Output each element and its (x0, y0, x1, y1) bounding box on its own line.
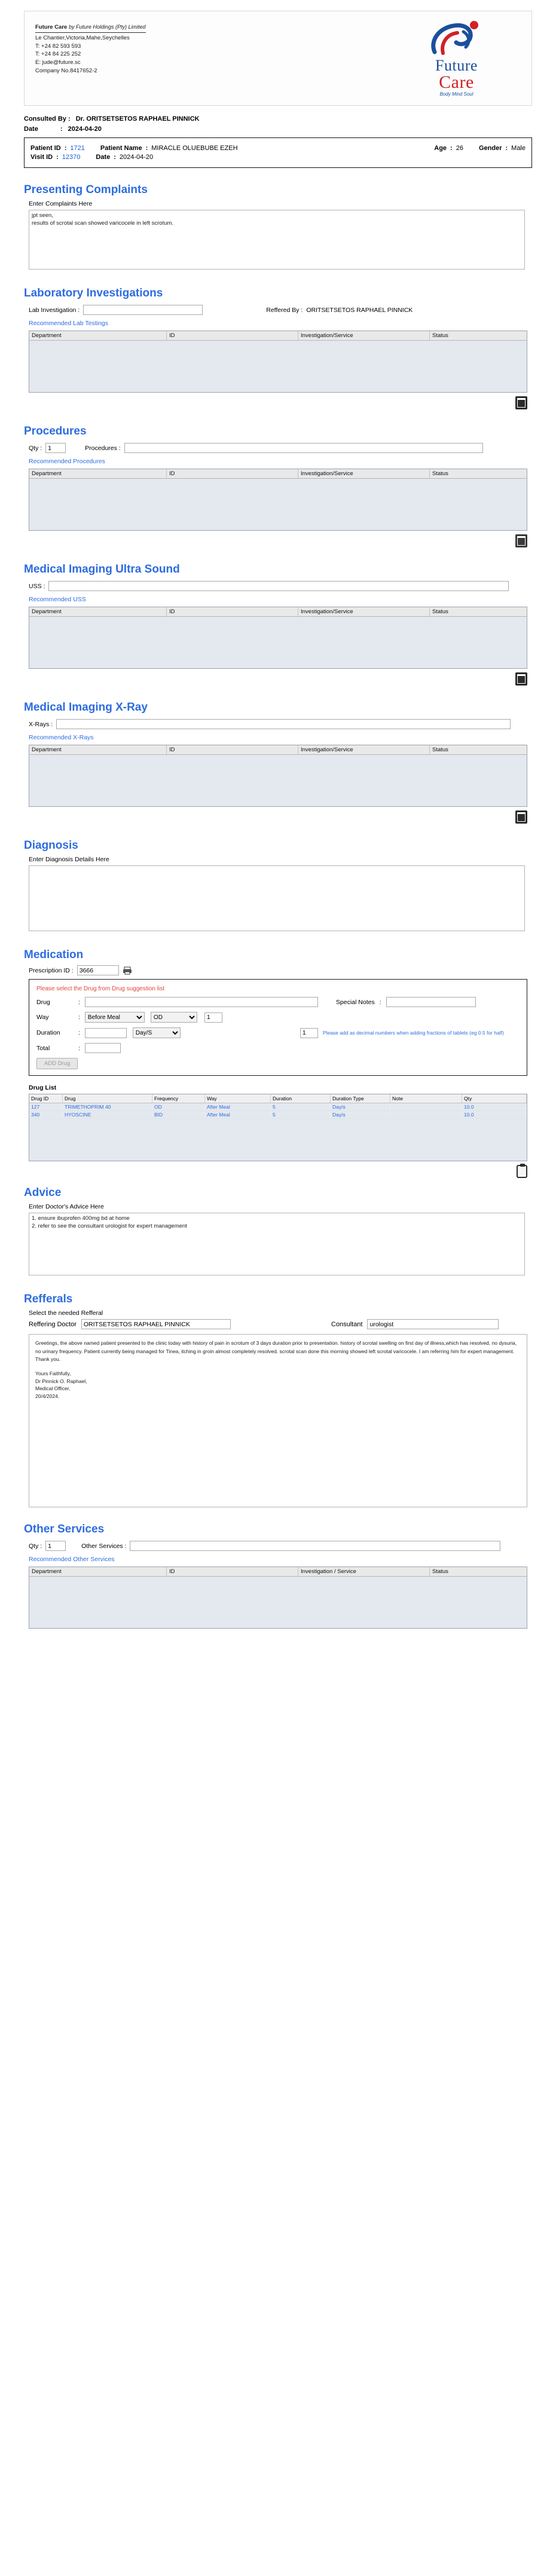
consult-date-sep: : (60, 126, 63, 133)
lab-referred-label: Reffered By : (266, 306, 303, 314)
way-qty-input[interactable] (204, 1012, 222, 1023)
consultant-label: Consultant (331, 1320, 363, 1328)
uss-table-header (29, 607, 527, 617)
patient-name-label: Patient Name (100, 145, 142, 152)
table-row[interactable] (29, 1103, 527, 1111)
patient-id-label: Patient ID (30, 145, 61, 152)
patient-gender-label: Gender (478, 145, 502, 152)
procedures-delete-row (24, 534, 527, 547)
drug-cell-duration: 5 (271, 1103, 331, 1110)
procedures-col-id: ID (167, 469, 298, 478)
drug-cell-duration: 5 (271, 1111, 331, 1118)
special-notes-label: Special Notes (335, 998, 375, 1006)
uss-col-id: ID (167, 607, 298, 616)
sign-line-4: 20/4/2024. (35, 1393, 60, 1400)
other-services-table-body (29, 1577, 527, 1628)
procedures-table (29, 469, 527, 531)
drug-cell-note (390, 1111, 462, 1118)
xray-col-status: Status (432, 747, 448, 753)
trash-icon[interactable] (515, 810, 527, 824)
drug-sep: : (78, 998, 80, 1006)
medication-drug-row (36, 997, 520, 1007)
sign-line-3: Medical Officer, (35, 1385, 71, 1392)
drug-label: Drug (36, 998, 50, 1006)
xray-col-department: Department (29, 745, 167, 754)
recommended-other-services-link[interactable]: Recommended Other Services (29, 1556, 115, 1563)
duration-label: Duration (36, 1029, 60, 1036)
section-title-xray: Medical Imaging X-Ray (24, 701, 148, 714)
drug-list-title: Drug List (29, 1084, 57, 1091)
section-title-lab: Laboratory Investigations (24, 287, 163, 299)
way-frequency-select[interactable] (151, 1012, 197, 1023)
letterhead-address-block (35, 20, 146, 75)
drug-list-table (29, 1094, 527, 1161)
brand-logo (392, 20, 521, 97)
logo-word-future: Future (435, 57, 478, 74)
referral-signature (35, 1370, 521, 1400)
drug-cell-frequency: OD (152, 1103, 205, 1110)
complaints-textarea[interactable] (29, 210, 525, 270)
patient-age-label: Age (434, 145, 447, 152)
consultant-input[interactable] (367, 1319, 499, 1329)
patient-id-value: 1721 (70, 145, 85, 152)
duration-type-select[interactable] (133, 1027, 181, 1038)
way-label: Way (36, 1014, 49, 1021)
duration-sep: : (78, 1029, 80, 1036)
add-drug-button[interactable]: ADD Drug (36, 1058, 78, 1069)
patient-name-value: MIRACLE OLUEBUBE EZEH (151, 145, 238, 152)
advice-sub-label: Enter Doctor's Advice Here (29, 1203, 104, 1210)
patient-age-value: 26 (456, 145, 463, 152)
other-services-qty-label: Qty : (29, 1542, 42, 1550)
way-select[interactable] (85, 1012, 145, 1023)
patient-id-sep: : (64, 145, 67, 152)
drug-col-duration: Duration (271, 1094, 331, 1103)
xray-table-header (29, 745, 527, 755)
other-services-label: Other Services : (81, 1542, 127, 1550)
patient-age-sep: : (450, 145, 453, 152)
drug-list-clipboard-row (24, 1165, 527, 1178)
xray-delete-row (24, 810, 527, 824)
drug-list-empty-space (29, 1119, 527, 1161)
procedures-input[interactable] (124, 443, 483, 453)
other-services-table (29, 1567, 527, 1629)
other-col-id: ID (167, 1567, 298, 1576)
referral-paragraph: Greetings, the above named patient presented to the clinic today with history of pain in scrotum of 3 days duration prior to presentation. history of scrotal swelling on first day of illness,which has resolved, no dysuria, no urinary frequency. Patient currently being managed for Tinea, itching in groin almost completely resolved. scrotal scan done this morning showed left scrotal varicocele. I am referring him for expert management. Thank you. (35, 1340, 517, 1363)
complaints-sub-label: Enter Complaints Here (29, 200, 93, 207)
patient-consultation-form (0, 11, 556, 1653)
other-services-qty-input[interactable] (45, 1541, 66, 1551)
drug-col-id: Drug ID (29, 1094, 63, 1103)
consultation-meta (24, 115, 532, 133)
lab-col-id: ID (167, 331, 298, 340)
visit-date-value: 2024-04-20 (119, 154, 154, 161)
consult-date-label: Date (24, 126, 38, 133)
drug-cell-id: 127 (29, 1103, 63, 1110)
medication-way-row (36, 1012, 520, 1023)
section-title-other-services: Other Services (24, 1523, 105, 1535)
xray-col-id: ID (167, 745, 298, 754)
patient-name-sep: : (145, 145, 148, 152)
drug-col-qty: Qty (462, 1094, 527, 1103)
referring-doctor-label: Reffering Doctor (29, 1320, 77, 1328)
drug-cell-drug: HYOSCINE (63, 1111, 152, 1118)
special-notes-input[interactable] (386, 997, 476, 1007)
visit-id-label: Visit ID (30, 154, 53, 161)
letterhead (24, 11, 532, 106)
consult-date-row (24, 126, 532, 133)
section-title-procedures: Procedures (24, 425, 87, 438)
referral-doctor-row (29, 1319, 532, 1329)
prescription-id-input[interactable] (77, 965, 119, 975)
procedures-col-department: Department (29, 469, 167, 478)
visit-date-sep: : (114, 154, 116, 161)
procedures-col-status: Status (432, 470, 448, 477)
lab-col-service: Investigation/Service (298, 331, 430, 340)
drug-cell-frequency: BID (152, 1111, 205, 1118)
prescription-row (29, 965, 532, 975)
lab-input-row (29, 305, 532, 315)
procedures-qty-input[interactable] (45, 443, 66, 453)
total-input[interactable] (85, 1043, 121, 1053)
patient-info-row-1 (30, 145, 526, 152)
drug-cell-way: After Meal (205, 1111, 271, 1118)
section-title-uss: Medical Imaging Ultra Sound (24, 563, 180, 576)
diagnosis-textarea[interactable] (29, 865, 525, 931)
uss-col-status: Status (432, 608, 448, 615)
recommended-procedures-link[interactable]: Recommended Procedures (29, 458, 105, 465)
logo-word-care: Care (439, 72, 474, 92)
trash-icon[interactable] (515, 672, 527, 686)
visit-id-sep: : (56, 154, 59, 161)
address-line-2: T: +24 82 593 593 (35, 42, 81, 50)
referral-letter-body[interactable] (29, 1334, 527, 1507)
address-line-5: Company No.8417652-2 (35, 67, 97, 74)
uss-table (29, 607, 527, 669)
patient-info-row-2 (30, 154, 526, 161)
way-sep: : (78, 1014, 80, 1021)
medication-warning: Please select the Drug from Drug suggestion list (36, 986, 164, 992)
uss-delete-row (24, 672, 527, 686)
patient-gender-sep: : (505, 145, 508, 152)
section-title-complaints: Presenting Complaints (24, 183, 148, 196)
xray-table-body (29, 755, 527, 806)
procedures-table-header (29, 469, 527, 479)
uss-table-body (29, 617, 527, 668)
diagnosis-sub-label: Enter Diagnosis Details Here (29, 856, 109, 863)
drug-col-note: Note (390, 1094, 462, 1103)
visit-date-label: Date (96, 154, 111, 161)
procedures-label: Procedures : (85, 444, 121, 452)
table-row[interactable] (29, 1111, 527, 1119)
lab-delete-row (24, 396, 527, 409)
section-title-medication: Medication (24, 949, 84, 961)
xray-input[interactable] (56, 719, 511, 729)
drug-col-duration-type: Duration Type (331, 1094, 390, 1103)
drug-cell-note (390, 1103, 462, 1110)
sign-line-1: Yours Faithfully, (35, 1370, 71, 1376)
logo-wordmark (435, 58, 478, 97)
section-title-referrals: Refferals (24, 1293, 73, 1305)
consulted-by-row (24, 115, 532, 123)
drug-cell-id: 340 (29, 1111, 63, 1118)
section-title-diagnosis: Diagnosis (24, 839, 78, 852)
lab-results-table (29, 331, 527, 393)
drug-cell-qty: 10.0 (462, 1111, 527, 1118)
recommended-lab-link[interactable]: Recommended Lab Testings (29, 320, 108, 327)
uss-input-row (29, 581, 532, 591)
xray-table (29, 745, 527, 807)
xray-input-row (29, 719, 532, 729)
visit-id-value: 12370 (62, 154, 81, 161)
other-services-input-row (29, 1541, 532, 1551)
company-name: Future Care (35, 24, 68, 30)
uss-label: USS : (29, 582, 45, 590)
xray-col-service: Investigation/Service (298, 745, 430, 754)
section-title-advice: Advice (24, 1186, 62, 1199)
procedures-col-service: Investigation/Service (298, 469, 430, 478)
address-line-4: E: jude@future.sc (35, 59, 81, 66)
lab-investigation-input[interactable] (83, 305, 203, 315)
referrals-sub-label: Select the needed Refferal (29, 1310, 103, 1317)
other-services-input[interactable] (130, 1541, 500, 1551)
drug-col-way: Way (205, 1094, 271, 1103)
logo-mark-icon (412, 20, 502, 57)
lab-col-department: Department (29, 331, 167, 340)
drug-cell-qty: 10.0 (462, 1103, 527, 1110)
uss-col-service: Investigation/Service (298, 607, 430, 616)
decimal-note: Please add as decimal numbers when adding fractions of tablets (eg 0.5 for half) (322, 1030, 504, 1036)
lab-col-status: Status (432, 332, 448, 339)
xray-label: X-Rays : (29, 720, 53, 728)
lab-table-header (29, 331, 527, 341)
duration-input[interactable] (85, 1028, 127, 1038)
uss-col-department: Department (29, 607, 167, 616)
lab-table-body (29, 341, 527, 392)
lab-investigation-label: Lab Investigation : (29, 306, 80, 314)
other-col-department: Department (29, 1567, 167, 1576)
trash-icon[interactable] (515, 396, 527, 409)
drug-list-header (29, 1094, 527, 1103)
duration-qty-input[interactable] (300, 1028, 318, 1038)
procedures-input-row (29, 443, 532, 453)
consulted-by-value: Dr. ORITSETSETOS RAPHAEL PINNICK (75, 115, 200, 123)
special-notes-sep: : (379, 998, 381, 1006)
recommended-xray-link[interactable]: Recommended X-Rays (29, 734, 94, 741)
lab-referred-value: ORITSETSETOS RAPHAEL PINNICK (306, 306, 413, 314)
other-services-table-header (29, 1567, 527, 1577)
medication-duration-row (36, 1027, 520, 1038)
medication-action-row (36, 1058, 520, 1069)
total-label: Total (36, 1044, 50, 1052)
drug-input[interactable] (85, 997, 318, 1007)
patient-gender-value: Male (511, 145, 526, 152)
clipboard-icon[interactable] (517, 1165, 527, 1178)
medication-entry-box (29, 979, 527, 1076)
drug-cell-duration-type: Day/s (331, 1111, 390, 1118)
drug-col-frequency: Frequency (152, 1094, 205, 1103)
patient-info-box (24, 137, 532, 168)
consult-date-value: 2024-04-20 (68, 126, 102, 133)
print-icon[interactable] (123, 966, 132, 975)
letterhead-company-line (35, 23, 146, 33)
drug-cell-way: After Meal (205, 1103, 271, 1110)
drug-col-drug: Drug (63, 1094, 152, 1103)
company-subtitle: by Future Holdings (Pty) Limited (68, 24, 146, 30)
procedures-qty-label: Qty : (29, 444, 42, 452)
recommended-uss-link[interactable]: Recommended USS (29, 596, 86, 603)
address-line-1: Le Chantier,Victoria,Mahe,Seychelles (35, 34, 130, 41)
logo-tagline: Body Mind Soul (439, 91, 473, 97)
uss-input[interactable] (48, 581, 509, 591)
address-line-3: T: +24 84 225 252 (35, 51, 81, 58)
procedures-table-body (29, 479, 527, 530)
other-col-service: Investigation / Service (298, 1567, 430, 1576)
prescription-id-label: Prescription ID : (29, 966, 74, 974)
medication-total-row (36, 1043, 520, 1053)
drug-cell-duration-type: Day/s (331, 1103, 390, 1110)
consulted-by-sep: : (68, 115, 71, 123)
drug-cell-drug: TRIMETHOPRIM 40 (63, 1103, 152, 1110)
other-col-status: Status (432, 1568, 448, 1575)
referring-doctor-input[interactable] (81, 1319, 231, 1329)
advice-textarea[interactable] (29, 1213, 525, 1275)
total-sep: : (78, 1044, 80, 1052)
trash-icon[interactable] (515, 534, 527, 547)
sign-line-2: Dr Pinnick O. Raphael, (35, 1378, 87, 1384)
consulted-by-label: Consulted By (24, 115, 66, 123)
